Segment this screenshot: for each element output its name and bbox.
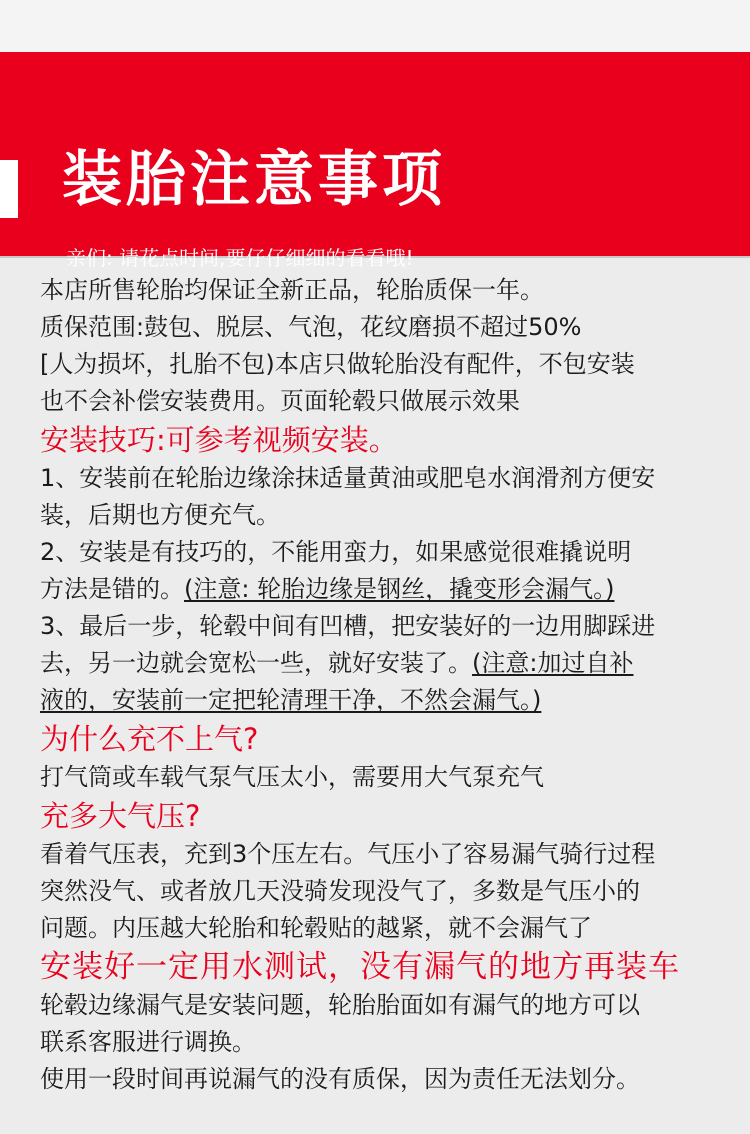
warranty-line: 轮毂边缘漏气是安装问题，轮胎胎面如有漏气的地方可以 bbox=[40, 991, 640, 1019]
notice-content bbox=[40, 272, 730, 1098]
pressure-line: 问题。内压越大轮胎和轮毂贴的越紧，就不会漏气了 bbox=[40, 914, 592, 942]
intro-line: 也不会补偿安装费用。页面轮毂只做展示效果 bbox=[40, 387, 520, 415]
install-tip-note: (注意:加过自补 bbox=[472, 649, 634, 677]
install-tip-line: 1、安装前在轮胎边缘涂抹适量黄油或肥皂水润滑剂方便安 bbox=[40, 464, 656, 492]
install-tip-note: (注意: 轮胎边缘是钢丝，撬变形会漏气。) bbox=[184, 575, 615, 603]
page-title: 装胎注意事项 bbox=[62, 145, 446, 215]
warranty-line: 使用一段时间再说漏气的没有质保，因为责任无法划分。 bbox=[40, 1065, 640, 1093]
header-banner bbox=[0, 52, 750, 270]
intro-line: 本店所售轮胎均保证全新正品，轮胎质保一年。 bbox=[40, 276, 544, 304]
section-heading-install-tips: 安装技巧:可参考视频安装。 bbox=[40, 423, 398, 457]
install-tip-text: 去，另一边就会宽松一些，就好安装了。 bbox=[40, 649, 472, 677]
pressure-line: 突然没气、或者放几天没骑发现没气了，多数是气压小的 bbox=[40, 877, 640, 905]
install-tip-line bbox=[40, 682, 730, 719]
install-tip-line: 装，后期也方便充气。 bbox=[40, 501, 280, 529]
section-heading-pressure: 充多大气压? bbox=[40, 799, 201, 833]
pressure-line: 看着气压表，充到3个压左右。气压小了容易漏气骑行过程 bbox=[40, 840, 656, 868]
page-subtitle: 亲们: 请花点时间,要仔仔细细的看看哦! bbox=[66, 246, 414, 270]
install-tip-note: 液的，安装前一定把轮清理干净，不然会漏气。) bbox=[40, 686, 542, 714]
install-tip-line bbox=[40, 571, 730, 608]
banner-accent-bar bbox=[0, 160, 18, 218]
install-tip-line bbox=[40, 645, 730, 682]
section-heading-inflation: 为什么充不上气? bbox=[40, 722, 259, 756]
warranty-line: 联系客服进行调换。 bbox=[40, 1028, 256, 1056]
install-tip-text: 方法是错的。 bbox=[40, 575, 184, 603]
section-heading-water-test: 安装好一定用水测试，没有漏气的地方再装车 bbox=[40, 949, 680, 985]
inflation-line: 打气筒或车载气泵气压太小，需要用大气泵充气 bbox=[40, 763, 544, 791]
intro-line: 质保范围:鼓包、脱层、气泡，花纹磨损不超过50% bbox=[40, 313, 582, 341]
install-tip-line: 3、最后一步，轮毂中间有凹槽，把安装好的一边用脚踩进 bbox=[40, 612, 656, 640]
install-tip-line: 2、安装是有技巧的，不能用蛮力，如果感觉很难撬说明 bbox=[40, 538, 632, 566]
intro-line: [人为损坏，扎胎不包)本店只做轮胎没有配件，不包安装 bbox=[40, 350, 635, 378]
top-strip bbox=[0, 0, 750, 52]
